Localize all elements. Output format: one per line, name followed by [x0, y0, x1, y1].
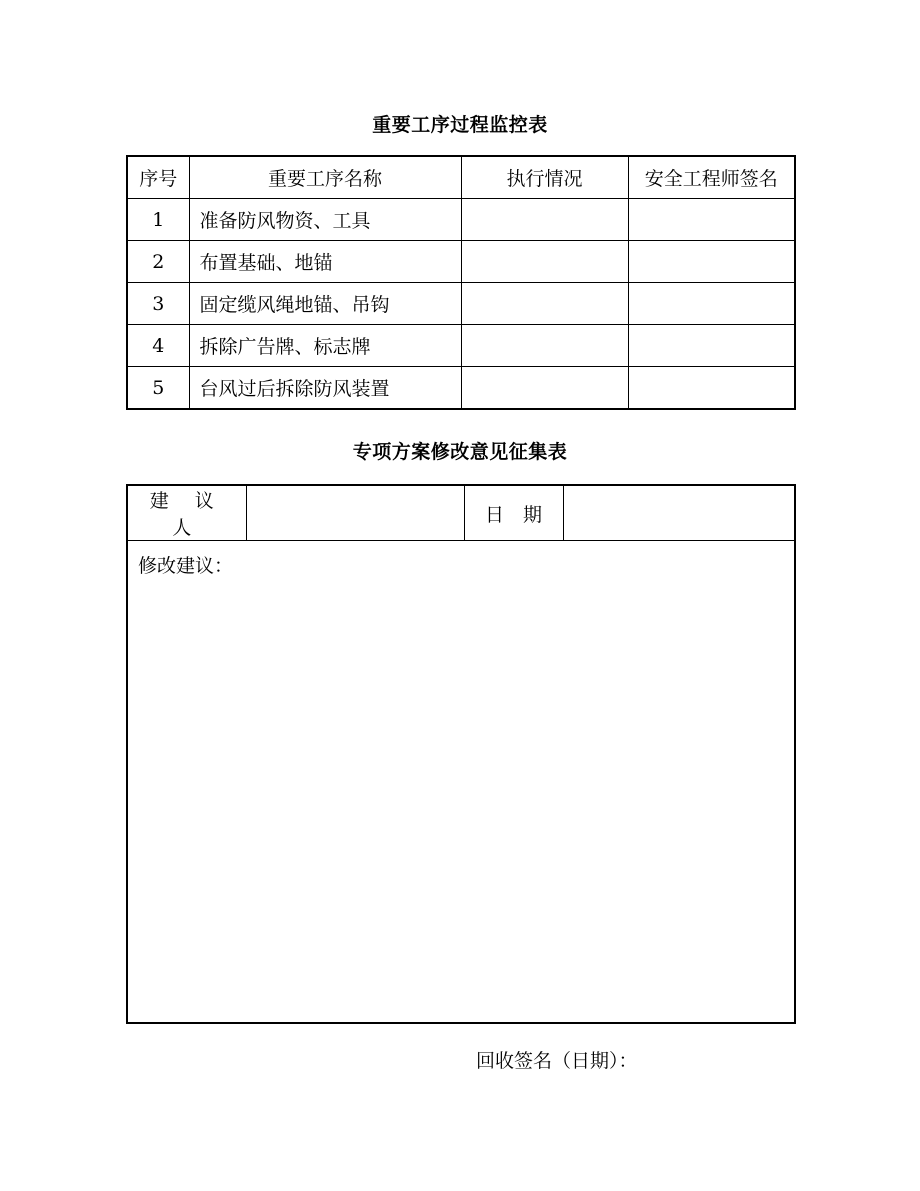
- table-row: [127, 241, 795, 283]
- table-row: [127, 199, 795, 241]
- row-status-cell[interactable]: [461, 199, 628, 241]
- row-signature-cell[interactable]: [628, 283, 795, 325]
- suggestion-field[interactable]: [127, 541, 795, 1024]
- row-status-cell[interactable]: [461, 367, 628, 410]
- return-signature-label: 回收签名（日期）：: [476, 1050, 638, 1072]
- row-status-cell[interactable]: [461, 241, 628, 283]
- row-no: 2: [127, 241, 189, 283]
- row-no: 4: [127, 325, 189, 367]
- header-process-name: 重要工序名称: [189, 156, 461, 199]
- row-signature-cell[interactable]: [628, 325, 795, 367]
- row-process-name: 台风过后拆除防风装置: [189, 367, 461, 410]
- header-status: 执行情况: [461, 156, 628, 199]
- row-process-name: 拆除广告牌、标志牌: [189, 325, 461, 367]
- row-process-name: 布置基础、地锚: [189, 241, 461, 283]
- table-row: [127, 367, 795, 410]
- table-row: [127, 283, 795, 325]
- table-header-row: [127, 156, 795, 199]
- opinion-form-table: [126, 484, 796, 1024]
- header-signature: 安全工程师签名: [628, 156, 795, 199]
- process-monitor-table: [126, 155, 796, 410]
- suggestion-label: 修改建议：: [138, 555, 234, 577]
- suggestion-row: [127, 541, 795, 1024]
- proposer-label: 建 议 人: [127, 485, 246, 541]
- row-signature-cell[interactable]: [628, 199, 795, 241]
- process-monitor-title: 重要工序过程监控表: [372, 114, 548, 136]
- opinion-form-title: 专项方案修改意见征集表: [352, 441, 568, 463]
- row-no: 1: [127, 199, 189, 241]
- date-label: 日 期: [464, 485, 563, 541]
- row-no: 5: [127, 367, 189, 410]
- proposer-row: [127, 485, 795, 541]
- row-status-cell[interactable]: [461, 283, 628, 325]
- header-no: 序号: [127, 156, 189, 199]
- proposer-field[interactable]: [246, 485, 464, 541]
- row-status-cell[interactable]: [461, 325, 628, 367]
- date-field[interactable]: [563, 485, 795, 541]
- row-signature-cell[interactable]: [628, 241, 795, 283]
- row-signature-cell[interactable]: [628, 367, 795, 410]
- row-no: 3: [127, 283, 189, 325]
- row-process-name: 准备防风物资、工具: [189, 199, 461, 241]
- table-row: [127, 325, 795, 367]
- row-process-name: 固定缆风绳地锚、吊钩: [189, 283, 461, 325]
